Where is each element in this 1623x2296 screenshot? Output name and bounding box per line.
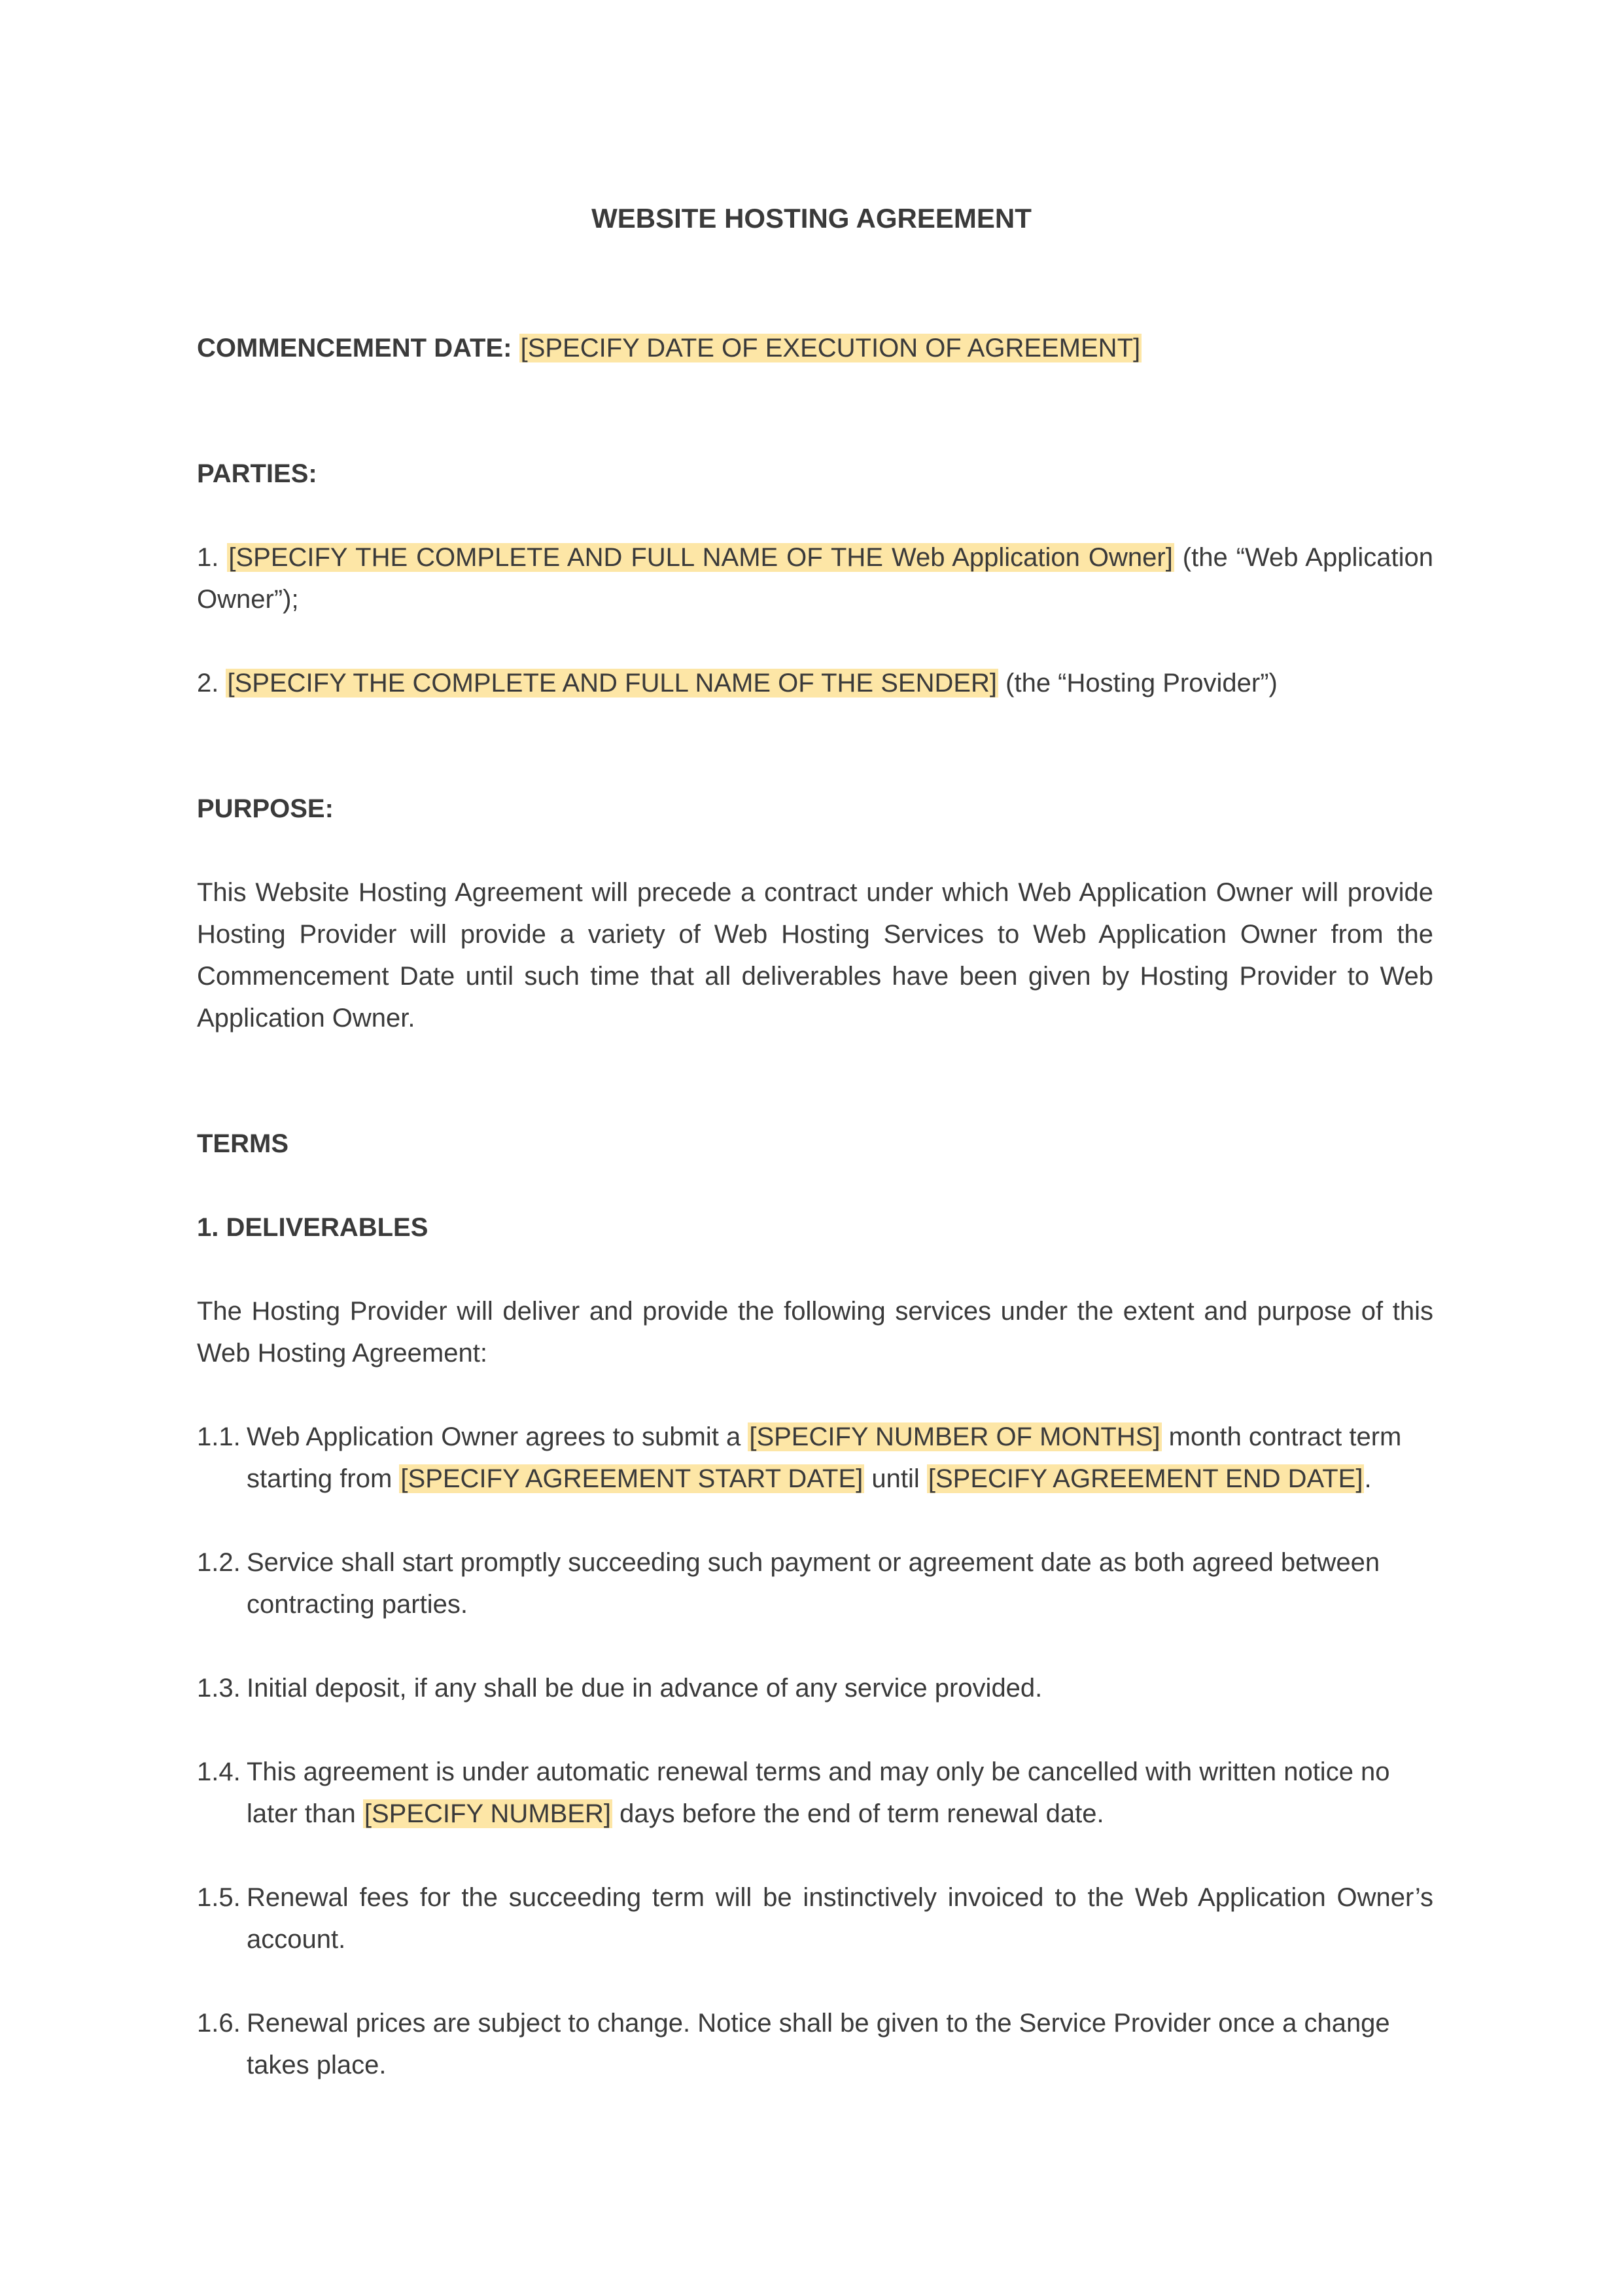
list-item: [197, 1877, 1433, 1960]
commencement-date-placeholder: [SPECIFY DATE OF EXECUTION OF AGREEMENT]: [520, 334, 1141, 362]
months-placeholder: [SPECIFY NUMBER OF MONTHS]: [749, 1422, 1161, 1451]
list-item-number: 1.1.: [197, 1422, 241, 1451]
party-1-placeholder: [SPECIFY THE COMPLETE AND FULL NAME OF THE Web Application Owner]: [228, 543, 1173, 572]
commencement-date-line: [197, 327, 1433, 369]
party-1-text: (the “Web Application Owner”);: [197, 543, 1433, 614]
list-item: [197, 2002, 1433, 2086]
end-date-placeholder: [SPECIFY AGREEMENT END DATE]: [928, 1464, 1363, 1493]
party-1: [197, 537, 1433, 620]
list-item-number: 1.5.: [197, 1883, 241, 1912]
party-2-placeholder: [SPECIFY THE COMPLETE AND FULL NAME OF THE SENDER]: [227, 669, 998, 698]
list-item-text: Renewal prices are subject to change. Notice shall be given to the Service Provider once a change takes place.: [247, 2009, 1390, 2079]
notice-days-placeholder: [SPECIFY NUMBER]: [364, 1799, 611, 1828]
list-item: [197, 1751, 1433, 1835]
list-item: [197, 1667, 1433, 1709]
list-item-text: Renewal fees for the succeeding term will be instinctively invoiced to the Web Application Owner’s account.: [247, 1883, 1433, 1954]
party-2-number: 2.: [197, 669, 219, 698]
list-item-text: Initial deposit, if any shall be due in advance of any service provided.: [247, 1674, 1043, 1703]
list-item-number: 1.4.: [197, 1757, 241, 1786]
commencement-date-label: COMMENCEMENT DATE:: [197, 334, 512, 362]
party-2-text: (the “Hosting Provider”): [998, 669, 1278, 698]
deliverables-intro: The Hosting Provider will deliver and provide the following services under the extent and purpose of this Web Hosting Agreement:: [197, 1297, 1433, 1368]
terms-heading: TERMS: [197, 1129, 288, 1158]
list-item-text: This agreement is under automatic renewal terms and may only be cancelled with written notice no later than [SPECIFY NUMBER] days before the end of term renewal date.: [247, 1757, 1390, 1828]
list-item-text: Service shall start promptly succeeding such payment or agreement date as both agreed between contracting parties.: [247, 1548, 1380, 1619]
list-item-number: 1.3.: [197, 1674, 241, 1703]
list-item: [197, 1416, 1433, 1500]
purpose-heading: PURPOSE:: [197, 794, 334, 823]
list-item-number: 1.2.: [197, 1548, 241, 1577]
party-2: [197, 662, 1433, 704]
list-item: [197, 1542, 1433, 1625]
start-date-placeholder: [SPECIFY AGREEMENT START DATE]: [400, 1464, 864, 1493]
parties-heading: PARTIES:: [197, 459, 317, 488]
party-1-number: 1.: [197, 543, 219, 572]
list-item-text: Web Application Owner agrees to submit a [SPECIFY NUMBER OF MONTHS] month contract term starting from [SPECIFY AGREEMENT START DATE] until [SPECIFY AGREEMENT END DATE].: [247, 1422, 1402, 1493]
list-item-number: 1.6.: [197, 2009, 241, 2038]
deliverables-heading: 1. DELIVERABLES: [197, 1213, 428, 1242]
purpose-text: This Website Hosting Agreement will precede a contract under which Web Application Owner will provide Hosting Provider will provide a variety of Web Hosting Services to Web Application Owner from the Commencement Date until such time that all deliverables have been given by Hosting Provider to Web Application Owner.: [197, 878, 1433, 1033]
document-title: WEBSITE HOSTING AGREEMENT: [591, 203, 1032, 234]
